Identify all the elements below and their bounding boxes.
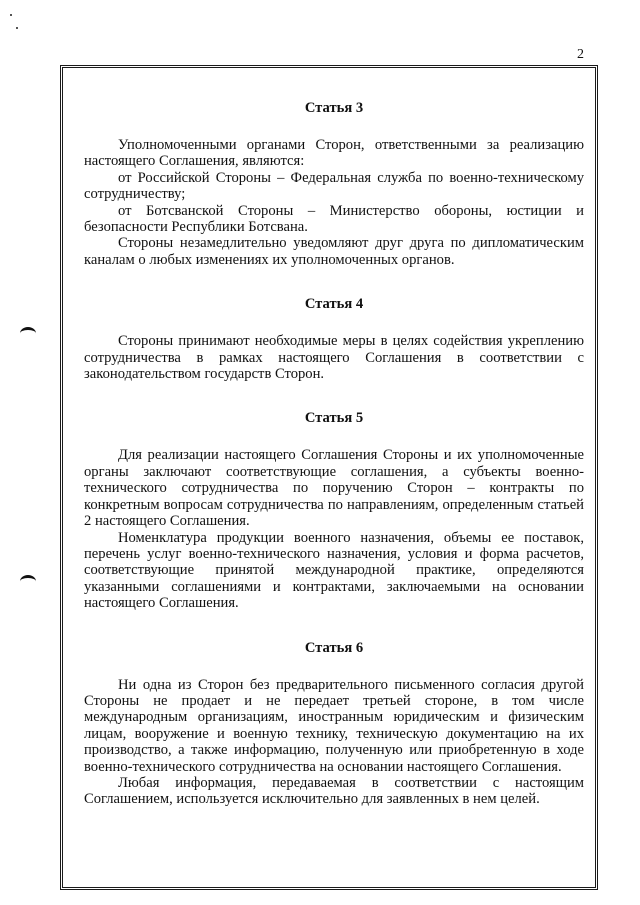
- paragraph: Номенклатура продукции военного назначения, объемы ее поставок, перечень услуг военно-технического назначения, условия и форма расчетов, соответствующие принятой международной практике, определяются указанными соглашениями и контрактами, заключаемыми на основании настоящего Соглашения.: [84, 529, 584, 612]
- article-4: [84, 296, 584, 382]
- paragraph: Ни одна из Сторон без предварительного письменного согласия другой Стороны не продает и не передает третьей стороне, в том числе международным организациям, иностранным юридическим и физическим лицам, вооружение и военную технику, техническую документацию на их производство, а также информацию, полученную или приобретенную в ходе военно-технического сотрудничества на основании настоящего Соглашения.: [84, 676, 584, 775]
- article-5: [84, 410, 584, 611]
- article-3: [84, 100, 584, 268]
- scan-speck: [16, 27, 18, 29]
- paragraph: Уполномоченными органами Сторон, ответственными за реализацию настоящего Соглашения, являются:: [84, 137, 584, 170]
- page-number: 2: [577, 47, 584, 62]
- article-heading: Статья 6: [304, 639, 364, 656]
- article-heading: Статья 5: [304, 410, 364, 427]
- binder-hole-mark: [20, 327, 36, 340]
- document-body: [84, 100, 584, 808]
- scan-speck: [10, 14, 12, 16]
- binder-hole-mark: [20, 575, 36, 588]
- article-heading: Статья 3: [304, 100, 364, 116]
- paragraph: Стороны принимают необходимые меры в целях содействия укреплению сотрудничества в рамках настоящего Соглашения в соответствии с законодательством государств Сторон.: [84, 333, 584, 383]
- paragraph: Любая информация, передаваемая в соответствии с настоящим Соглашением, используется исключительно для заявленных в нем целей.: [84, 774, 584, 808]
- paragraph: от Российской Стороны – Федеральная служба по военно-техническому сотрудничеству;: [84, 169, 584, 203]
- paragraph: Стороны незамедлительно уведомляют друг друга по дипломатическим каналам о любых изменениях их уполномоченных органов.: [84, 235, 584, 268]
- article-6: [84, 640, 584, 808]
- paragraph: от Ботсванской Стороны – Министерство обороны, юстиции и безопасности Республики Ботсвана.: [84, 202, 584, 236]
- article-heading: Статья 4: [304, 296, 364, 313]
- paragraph: Для реализации настоящего Соглашения Стороны и их уполномоченные органы заключают соответствующие соглашения, а субъекты военно-технического сотрудничества по поручению Сторон – контракты по конкретным вопросам сотрудничества по направлениям, определенным статьей 2 настоящего Соглашения.: [84, 447, 584, 530]
